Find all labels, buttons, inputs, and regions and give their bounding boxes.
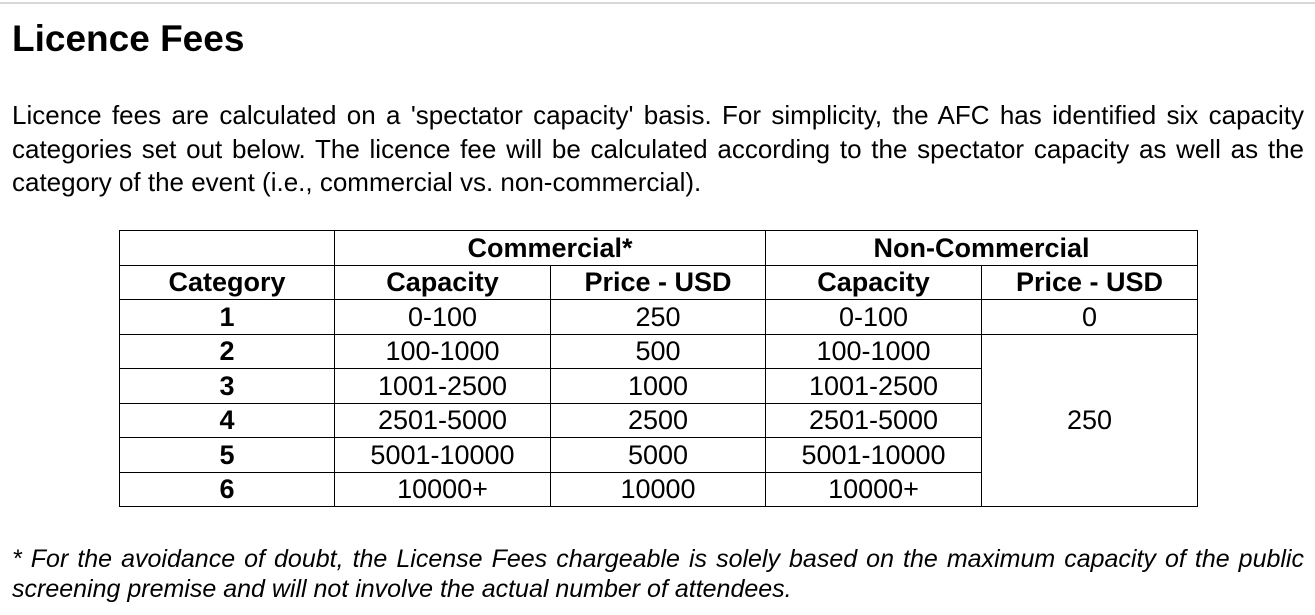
commercial-capacity-cell: 0-100 (335, 300, 551, 335)
commercial-price-header: Price - USD (551, 265, 766, 300)
noncommercial-capacity-cell: 1001-2500 (766, 369, 982, 404)
commercial-price-cell: 10000 (551, 472, 766, 507)
category-cell: 3 (120, 369, 335, 404)
noncommercial-capacity-cell: 0-100 (766, 300, 982, 335)
category-cell: 1 (120, 300, 335, 335)
column-header-row (120, 265, 1198, 300)
commercial-price-cell: 250 (551, 300, 766, 335)
commercial-capacity-cell: 5001-10000 (335, 438, 551, 473)
category-column-header: Category (120, 265, 335, 300)
commercial-capacity-cell: 10000+ (335, 472, 551, 507)
commercial-capacity-cell: 1001-2500 (335, 369, 551, 404)
noncommercial-price-cell: 0 (982, 300, 1198, 335)
commercial-capacity-cell: 100-1000 (335, 334, 551, 369)
commercial-price-cell: 2500 (551, 403, 766, 438)
footnote: * For the avoidance of doubt, the License Fees chargeable is solely based on the maximum capacity of the public screening premise and will not involve the actual number of attendees. (12, 545, 1304, 603)
commercial-price-cell: 500 (551, 334, 766, 369)
commercial-group-header: Commercial* (335, 231, 766, 266)
table-row (120, 300, 1198, 335)
commercial-capacity-header: Capacity (335, 265, 551, 300)
intro-paragraph: Licence fees are calculated on a 'spectator capacity' basis. For simplicity, the AFC has identified six capacity categories set out below. The licence fee will be calculated according to the spectator capacity as well as the category of the event (i.e., commercial vs. non-commercial). (12, 100, 1304, 197)
empty-header-cell (120, 231, 335, 266)
commercial-price-cell: 5000 (551, 438, 766, 473)
noncommercial-capacity-cell: 100-1000 (766, 334, 982, 369)
table-row (120, 334, 1198, 369)
category-cell: 6 (120, 472, 335, 507)
noncommercial-capacity-cell: 10000+ (766, 472, 982, 507)
group-header-row (120, 231, 1198, 266)
noncommercial-price-header: Price - USD (982, 265, 1198, 300)
commercial-price-cell: 1000 (551, 369, 766, 404)
commercial-capacity-cell: 2501-5000 (335, 403, 551, 438)
page-title: Licence Fees (12, 18, 245, 59)
category-cell: 5 (120, 438, 335, 473)
top-divider (0, 2, 1315, 4)
category-cell: 4 (120, 403, 335, 438)
noncommercial-price-merged-cell: 250 (982, 334, 1198, 507)
category-cell: 2 (120, 334, 335, 369)
non-commercial-group-header: Non-Commercial (766, 231, 1198, 266)
noncommercial-capacity-cell: 2501-5000 (766, 403, 982, 438)
licence-fees-table (119, 230, 1198, 507)
noncommercial-capacity-cell: 5001-10000 (766, 438, 982, 473)
noncommercial-capacity-header: Capacity (766, 265, 982, 300)
